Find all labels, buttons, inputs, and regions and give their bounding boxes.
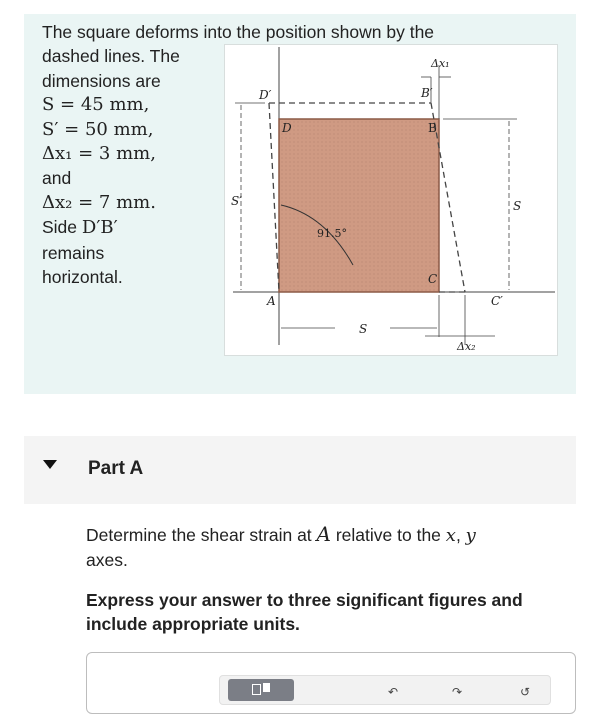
answer-instruction: Express your answer to three significant figures and include appropriate units. — [86, 590, 523, 634]
undo-arrow-icon[interactable]: ↶ — [388, 685, 399, 699]
label-d-prime: D′ — [259, 88, 272, 102]
equation-toolbar — [219, 675, 551, 705]
label-s-prime: S′ — [231, 194, 242, 208]
statement-line: dashed lines. The — [42, 46, 180, 67]
statement-line: remains — [42, 242, 105, 263]
template-button[interactable] — [228, 679, 294, 701]
template-filled-icon — [263, 683, 270, 692]
label-d: D — [282, 121, 292, 135]
deformation-figure — [224, 44, 558, 356]
deformed-left-edge — [269, 103, 279, 292]
statement-math-s-prime: S′ = 50 mm, — [42, 118, 154, 140]
statement-text: Side — [42, 217, 82, 238]
label-b-prime: B′ — [421, 86, 433, 100]
question-var-a: A — [316, 522, 331, 546]
statement-line: dimensions are — [42, 70, 161, 91]
label-dx2: Δx₂ — [457, 340, 476, 353]
label-c: C — [428, 272, 438, 286]
statement-math-dx1: Δx₁ = 3 mm, — [42, 143, 156, 165]
question-var-y: y — [465, 525, 476, 546]
collapse-toggle-icon[interactable] — [43, 460, 57, 469]
statement-line-side — [42, 215, 222, 240]
label-s-right: S — [513, 199, 522, 213]
question-post: axes. — [86, 550, 128, 570]
redo-arrow-icon[interactable]: ↷ — [452, 685, 463, 699]
label-a: A — [267, 294, 276, 308]
statement-line: The square deforms into the position shown by the — [42, 22, 435, 42]
question-var-x: x — [445, 525, 456, 546]
label-b: B — [428, 121, 437, 135]
label-c-prime: C′ — [491, 294, 503, 308]
question-pre: Determine the shear strain at — [86, 525, 317, 545]
statement-line: horizontal. — [42, 267, 123, 288]
statement-math-s: S = 45 mm, — [42, 94, 150, 116]
template-box-icon — [252, 684, 261, 695]
original-square — [279, 119, 439, 292]
question-mid: relative to the — [330, 525, 446, 545]
part-title: Part A — [88, 458, 144, 479]
label-angle: 91.5° — [317, 227, 347, 240]
reset-icon[interactable]: ↺ — [520, 685, 531, 699]
answer-input-box[interactable] — [86, 652, 576, 714]
question-comma: , — [455, 525, 466, 545]
label-s-bottom: S — [359, 322, 368, 336]
statement-line: and — [42, 168, 72, 189]
statement-math-side: D′B′ — [81, 217, 118, 239]
label-dx1: Δx₁ — [431, 57, 450, 70]
question-text — [86, 522, 556, 572]
figure-drawing — [225, 45, 557, 355]
statement-math-dx2: Δx₂ = 7 mm. — [42, 191, 156, 213]
